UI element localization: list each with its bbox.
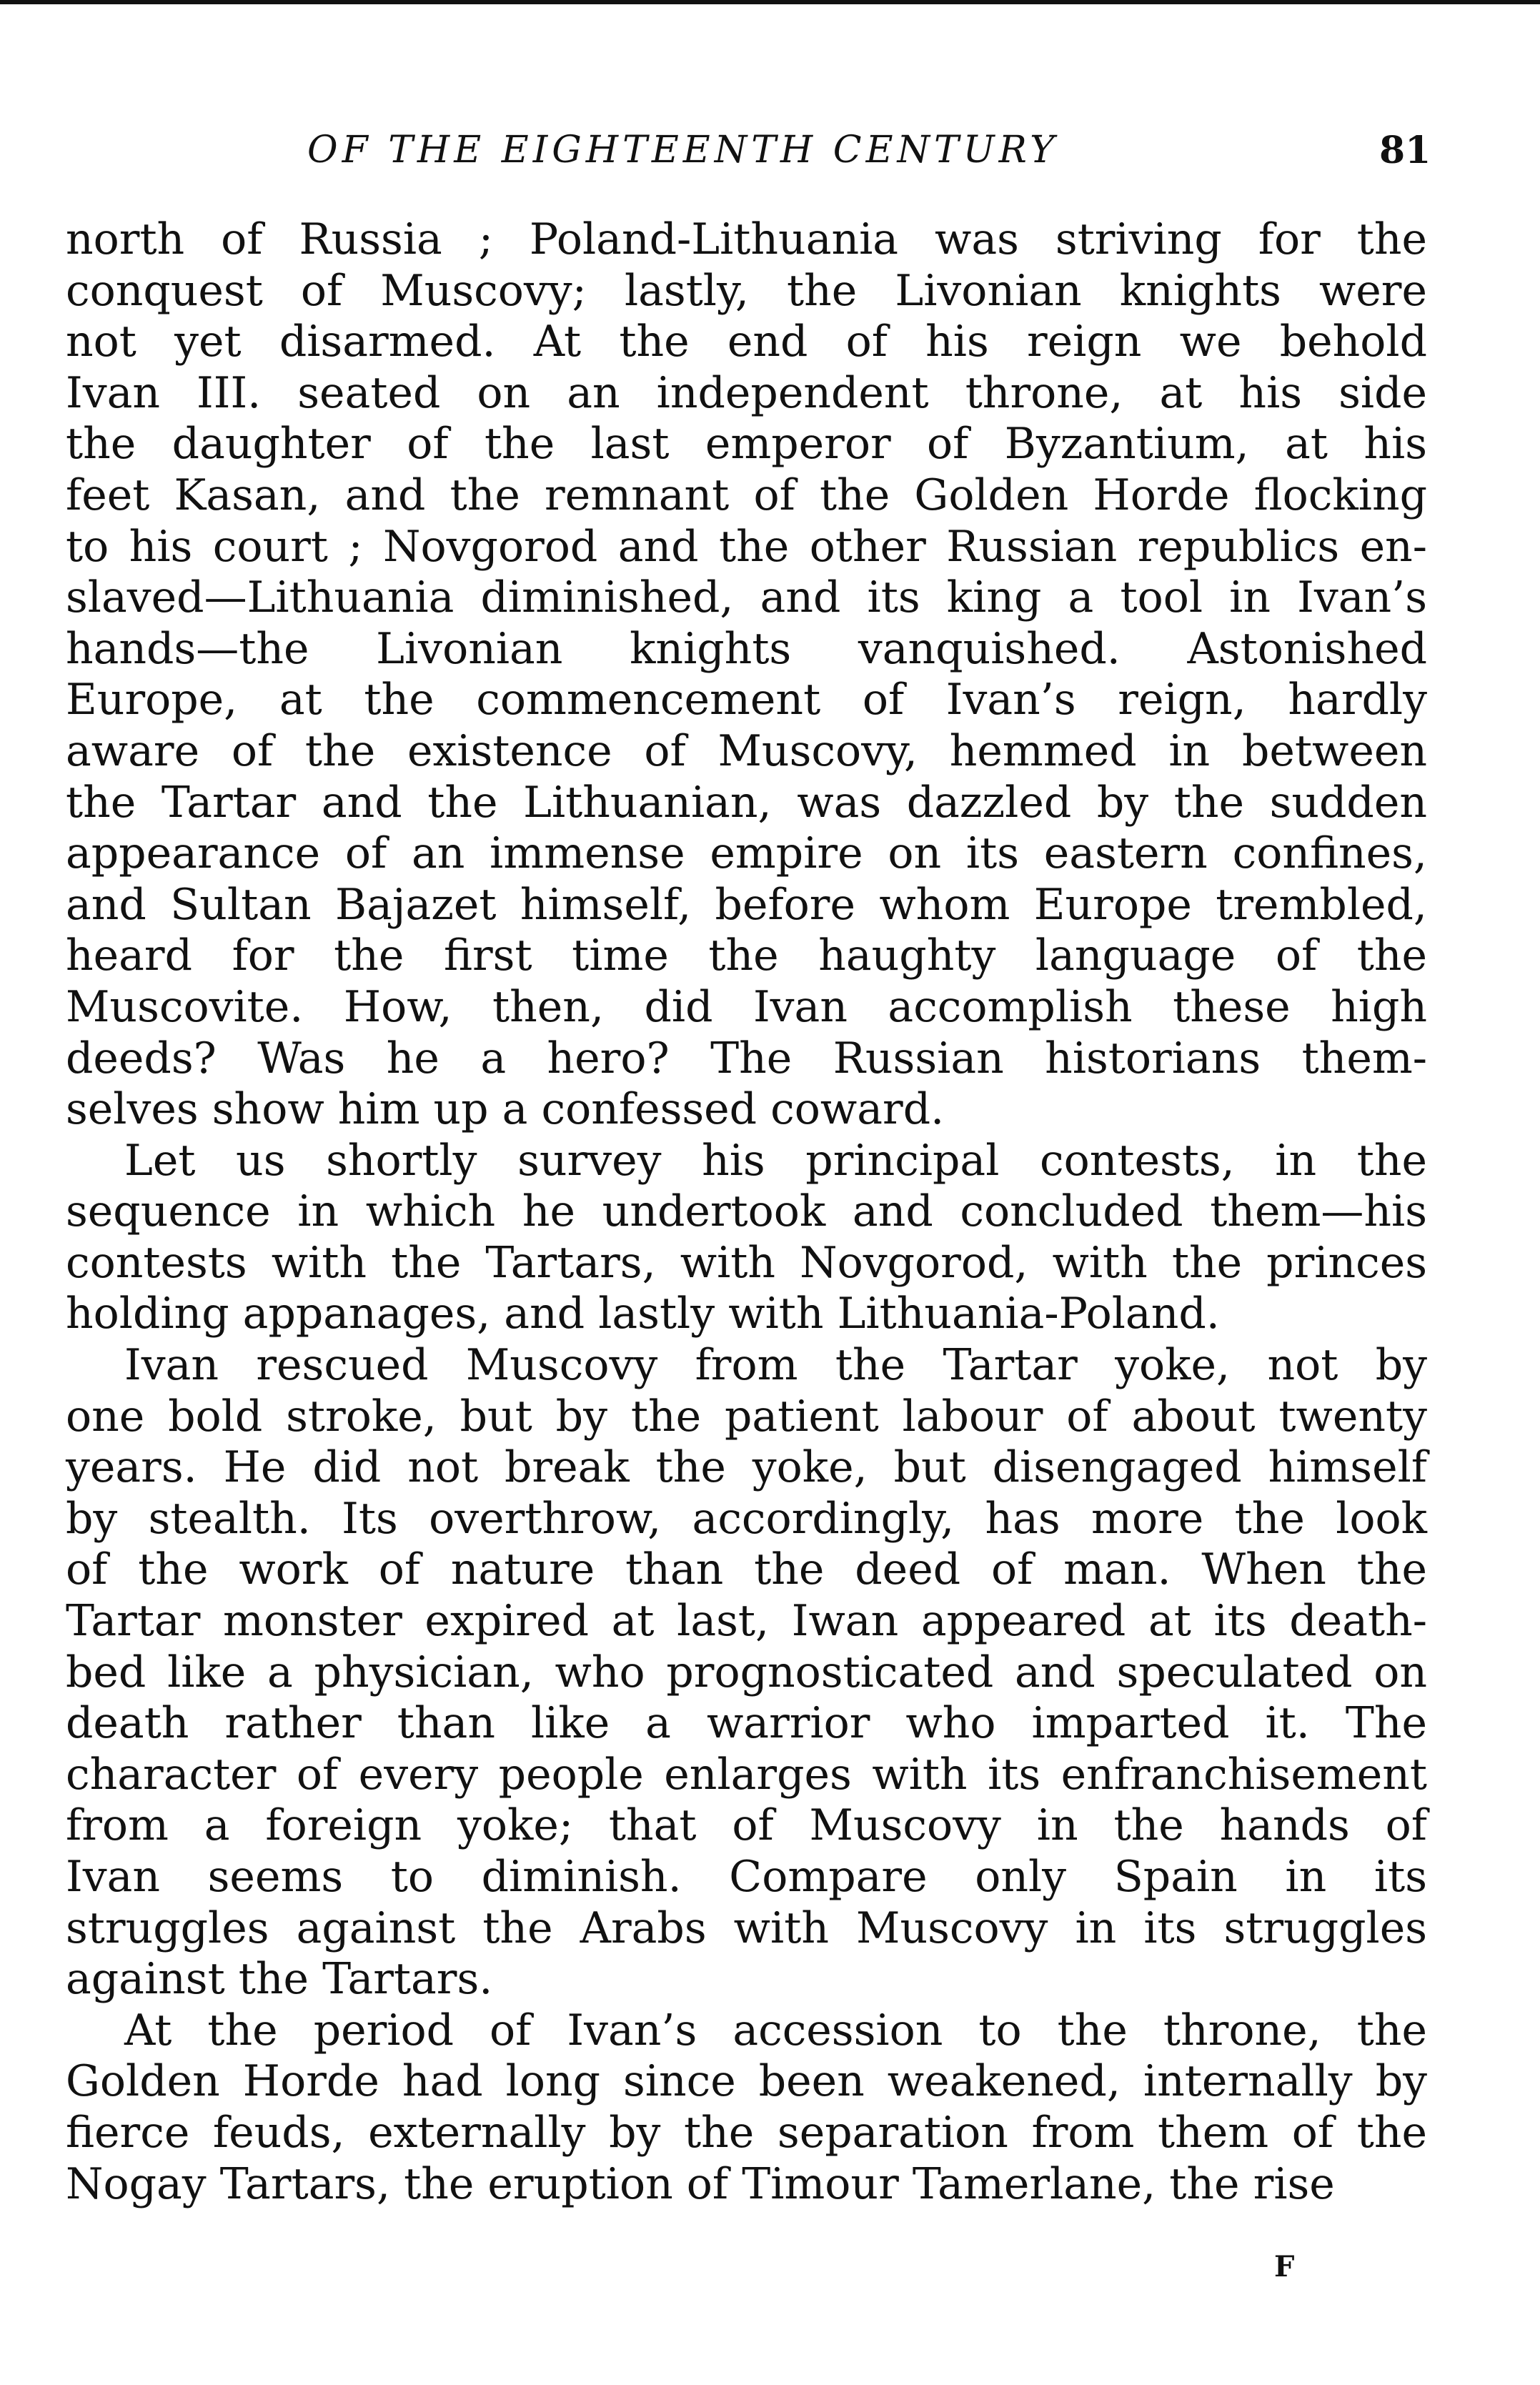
text-line: of the work of nature than the deed of man. When the	[66, 1544, 1427, 1595]
paragraph	[66, 2005, 1427, 2210]
paragraph	[66, 214, 1427, 1136]
text-line: the daughter of the last emperor of Byzantium, at his	[66, 419, 1427, 470]
text-line: Ivan rescued Muscovy from the Tartar yoke, not by	[124, 1340, 1427, 1391]
text-line: Ivan III. seated on an independent throne, at his side	[66, 367, 1427, 418]
text-line: from a foreign yoke; that of Muscovy in the hands of	[66, 1800, 1427, 1851]
paragraph	[66, 1340, 1427, 2005]
text-line: years. He did not break the yoke, but disengaged himself	[66, 1442, 1427, 1493]
text-line: character of every people enlarges with its enfranchisement	[66, 1749, 1427, 1800]
text-line: Muscovite. How, then, did Ivan accomplish these high	[66, 981, 1427, 1032]
text-line: sequence in which he undertook and concluded them—his	[66, 1186, 1427, 1237]
text-line: appearance of an immense empire on its eastern confines,	[66, 828, 1427, 879]
text-line: Tartar monster expired at last, Iwan appeared at its death-	[66, 1596, 1427, 1647]
text-line: the Tartar and the Lithuanian, was dazzled by the sudden	[66, 777, 1427, 828]
text-line: aware of the existence of Muscovy, hemmed in between	[66, 725, 1427, 776]
text-line: hands—the Livonian knights vanquished. Astonished	[66, 623, 1427, 674]
signature-mark: F	[1274, 2250, 1295, 2284]
text-line: struggles against the Arabs with Muscovy in its struggles	[66, 1903, 1427, 1953]
page-header	[0, 129, 1540, 193]
top-rule	[0, 0, 1540, 4]
text-line: feet Kasan, and the remnant of the Golden Horde flocking	[66, 470, 1427, 520]
running-head: OF THE EIGHTEENTH CENTURY	[307, 129, 1059, 172]
paragraph	[66, 1136, 1427, 1340]
text-line: by stealth. Its overthrow, accordingly, has more the look	[66, 1493, 1427, 1544]
text-line: Ivan seems to diminish. Compare only Spain in its	[66, 1852, 1427, 1902]
text-line: holding appanages, and lastly with Lithuania-Poland.	[66, 1289, 1220, 1339]
text-line: north of Russia ; Poland-Lithuania was striving for the	[66, 214, 1427, 264]
text-line: one bold stroke, but by the patient labour of about twenty	[66, 1391, 1427, 1442]
text-line: Europe, at the commencement of Ivan’s reign, hardly	[66, 675, 1427, 725]
text-line: Nogay Tartars, the eruption of Timour Tamerlane, the rise	[66, 2158, 1335, 2209]
text-line: At the period of Ivan’s accession to the throne, the	[124, 2005, 1427, 2056]
text-line: slaved—Lithuania diminished, and its king a tool in Ivan’s	[66, 572, 1427, 623]
text-line: deeds? Was he a hero? The Russian historians them-	[66, 1033, 1427, 1084]
text-line: to his court ; Novgorod and the other Russian republics en-	[66, 521, 1427, 572]
text-line: contests with the Tartars, with Novgorod, with the princes	[66, 1237, 1427, 1288]
text-line: death rather than like a warrior who imparted it. The	[66, 1698, 1427, 1749]
text-line: bed like a physician, who prognosticated and speculated on	[66, 1647, 1427, 1697]
text-line: fierce feuds, externally by the separation from them of the	[66, 2107, 1427, 2158]
page-number: 81	[1379, 129, 1431, 172]
text-line: Let us shortly survey his principal contests, in the	[124, 1135, 1427, 1186]
text-line: heard for the first time the haughty language of the	[66, 931, 1427, 981]
text-line: not yet disarmed. At the end of his reign we behold	[66, 317, 1427, 367]
text-line: against the Tartars.	[66, 1954, 493, 2005]
text-line: and Sultan Bajazet himself, before whom Europe trembled,	[66, 879, 1427, 930]
text-line: Golden Horde had long since been weakened, internally by	[66, 2056, 1427, 2107]
text-line: selves show him up a confessed coward.	[66, 1084, 945, 1135]
body-text	[66, 214, 1427, 2210]
text-line: conquest of Muscovy; lastly, the Livonian knights were	[66, 265, 1427, 316]
